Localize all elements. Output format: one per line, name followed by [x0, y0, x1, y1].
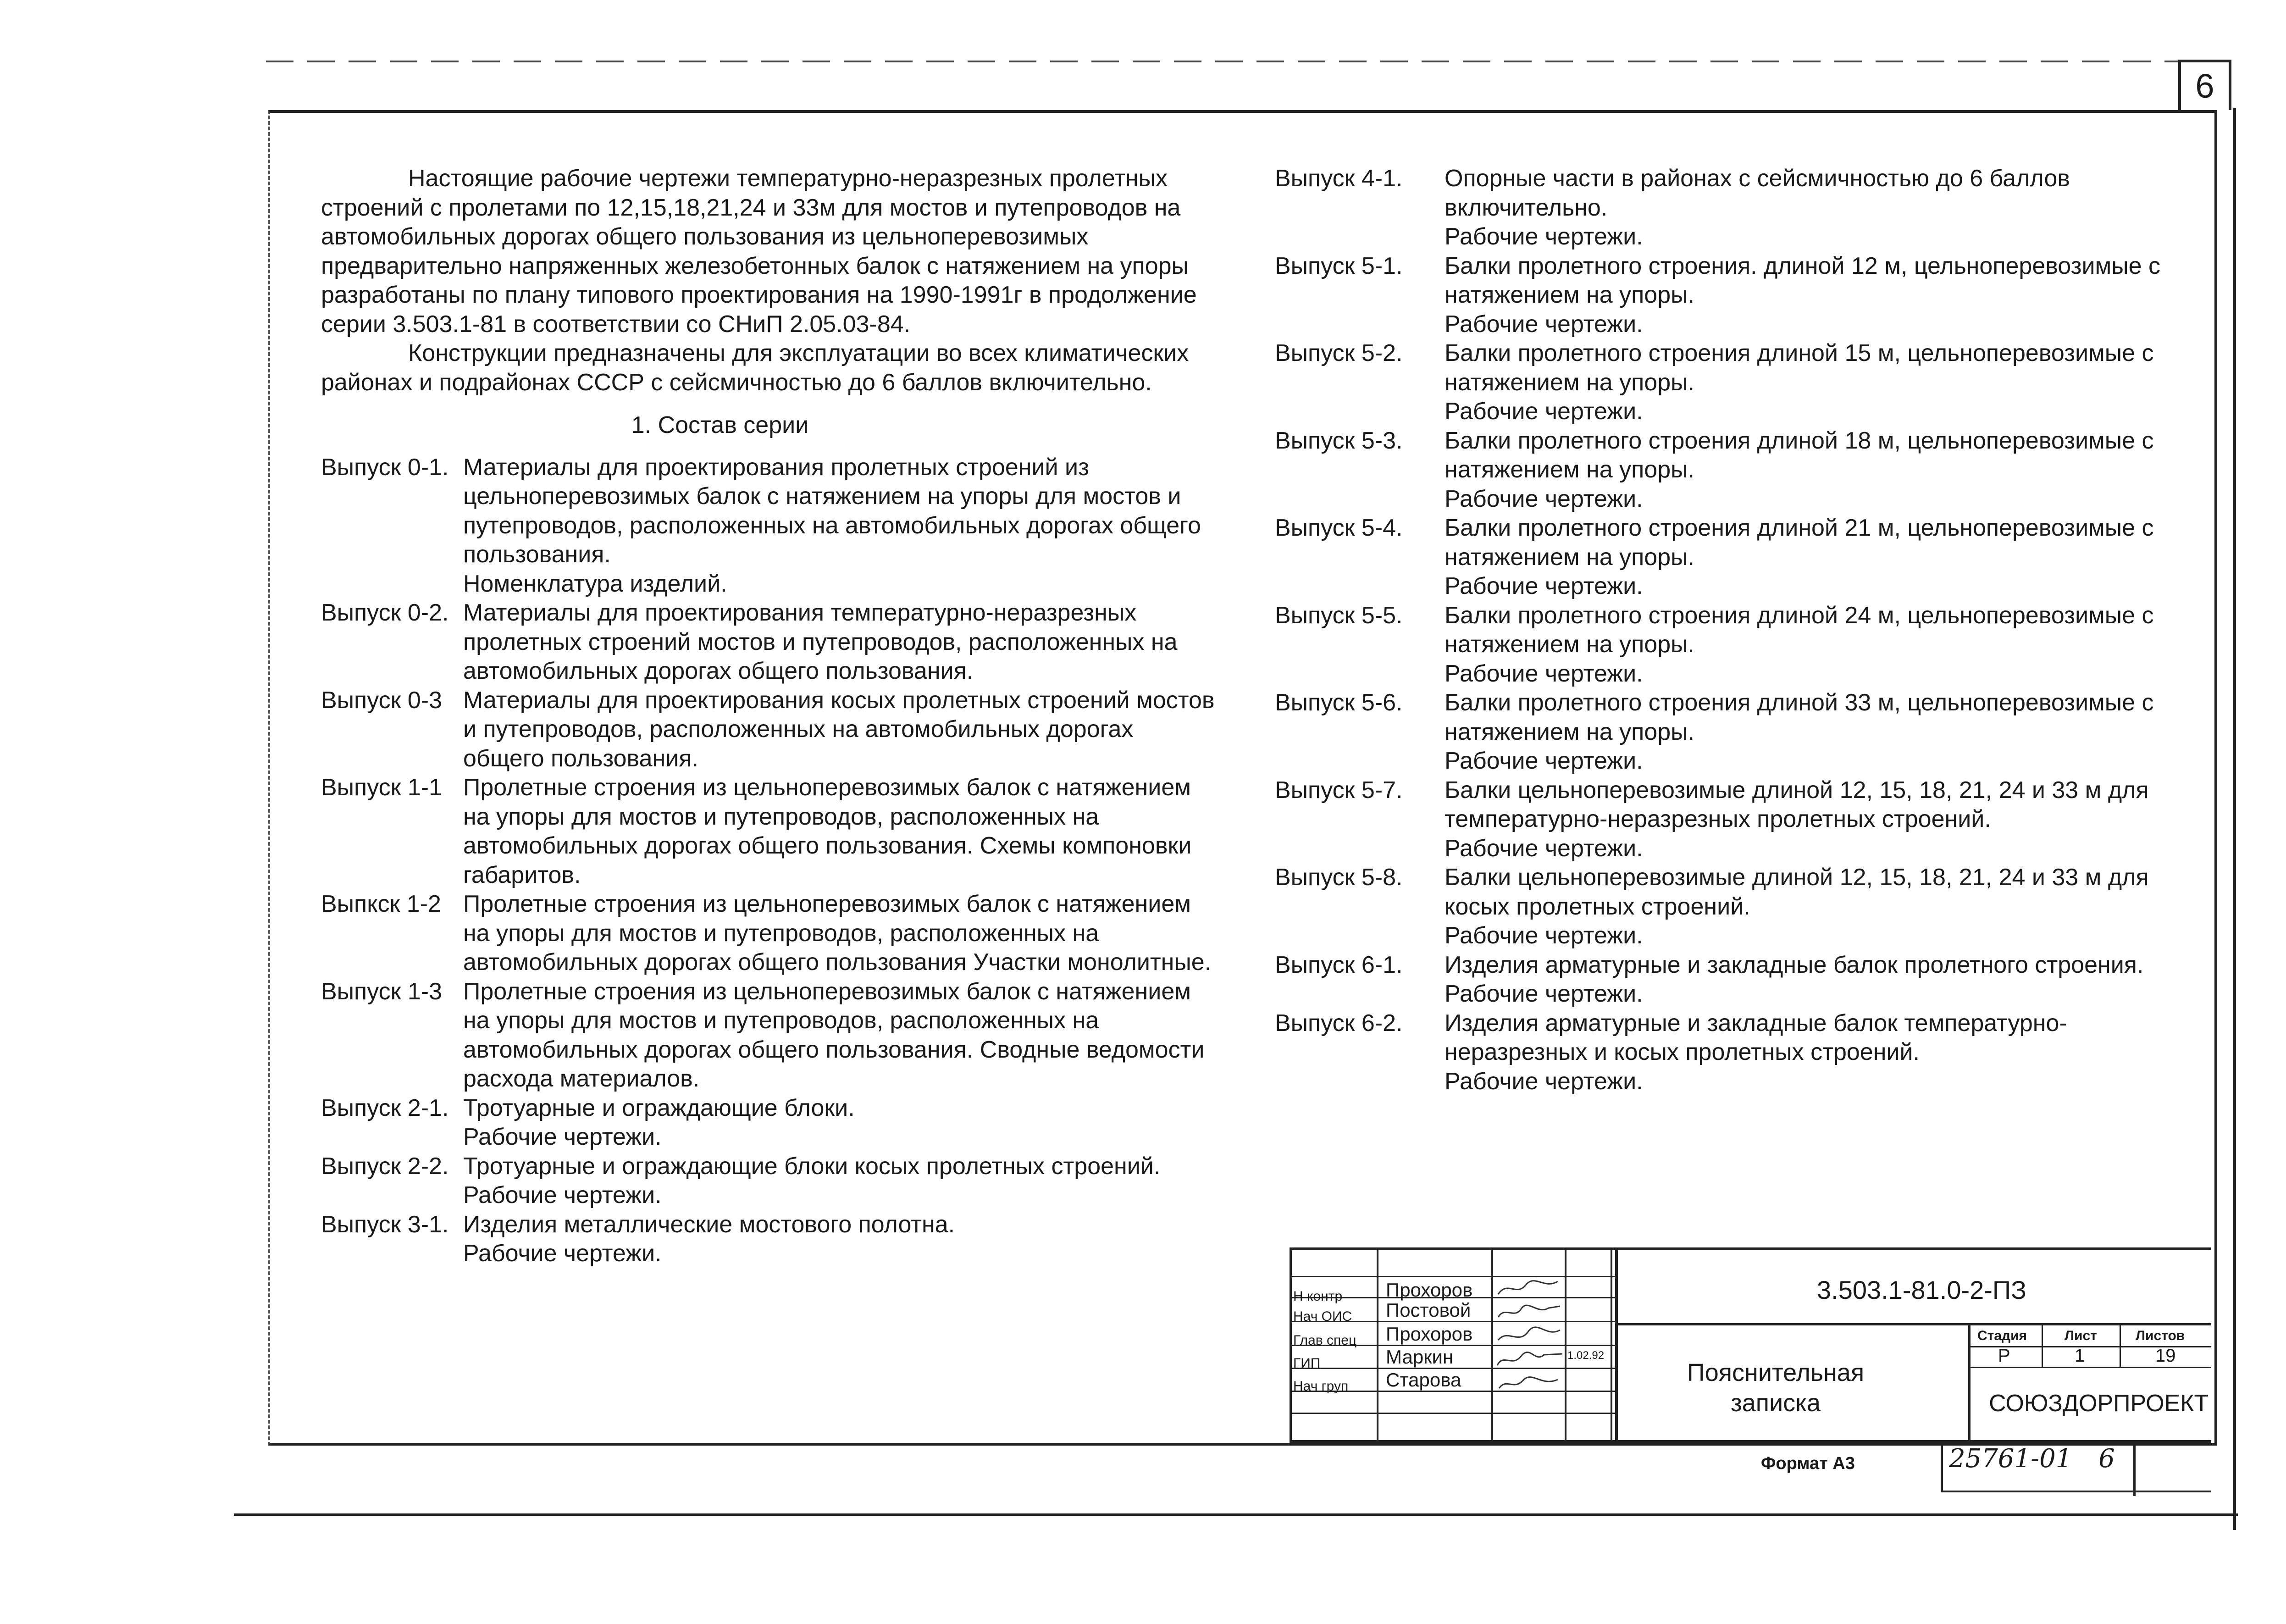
entry-body: [463, 890, 1220, 977]
entry-body: [1445, 863, 2192, 951]
entry-body: [1445, 951, 2192, 1009]
entry-body: [463, 1152, 1220, 1210]
entry-text: Балки пролетного строения длиной 24 м, цельноперевозимые с натяжением на упоры.: [1445, 602, 2154, 658]
series-entry: [321, 453, 1220, 599]
series-entry: [1275, 514, 2192, 601]
signer-name: Прохоров: [1386, 1279, 1473, 1301]
entry-body: [463, 686, 1220, 774]
series-entry: [1275, 1009, 2192, 1097]
entry-extra: Рабочие чертежи.: [1445, 485, 1643, 512]
entry-number: Выпуск 5-7.: [1275, 776, 1403, 804]
entry-number: Выпуск 1-1: [321, 774, 442, 801]
date-note: 1.02.92: [1567, 1349, 1605, 1362]
entry-text: Изделия арматурные и закладные балок температурно-неразрезных и косых пролетных строений.: [1445, 1009, 2067, 1065]
signer-role: Н контр: [1293, 1289, 1343, 1304]
tb-top-border: [1290, 1247, 2211, 1250]
organization-name: СОЮЗДОРПРОЕКТ: [1989, 1390, 2209, 1417]
entry-text: Пролетные строения из цельноперевозимых балок с натяжением на упоры для мостов и путепроводов, расположенных на автомобильных дорогах общего пользования Участки монолитные.: [463, 891, 1212, 976]
entry-extra: Рабочие чертежи.: [1445, 398, 1643, 425]
entry-body: [1445, 1009, 2192, 1097]
entry-extra: Рабочие чертежи.: [1445, 660, 1643, 687]
left-column: [321, 164, 1220, 1269]
series-entry: [321, 773, 1220, 890]
entry-text: Пролетные строения из цельноперевозимых балок с натяжением на упоры для мостов и путепроводов, расположенных на автомобильных дорогах общего пользования. Сводные ведомости расхода материалов.: [463, 978, 1205, 1092]
bottom-border-line: [234, 1513, 2238, 1516]
tb-line: [2120, 1323, 2121, 1368]
entry-number: Выпуск 5-4.: [1275, 515, 1403, 541]
tb-line: [1615, 1247, 1618, 1446]
handwritten-signatures: [1494, 1276, 1565, 1393]
signer-role: Нач груп: [1293, 1379, 1349, 1394]
signer-role: Глав спец: [1293, 1333, 1357, 1348]
signer-name: Постовой: [1386, 1299, 1471, 1321]
entry-body: [463, 453, 1220, 599]
entry-number: Выпуск 1-3: [321, 978, 442, 1005]
series-entry: [1275, 164, 2192, 252]
entry-body: [463, 977, 1220, 1094]
document-title-line: Пояснительная: [1687, 1359, 1865, 1386]
signer-role: ГИП: [1293, 1356, 1321, 1371]
right-outer-line: [2233, 108, 2236, 1530]
tb-line: [2042, 1323, 2043, 1368]
entry-extra: Рабочие чертежи.: [1445, 223, 1643, 250]
entry-number: Выпуск 5-2.: [1275, 340, 1403, 366]
tb-line: [1290, 1276, 1615, 1277]
signer-name: Прохоров: [1386, 1323, 1473, 1345]
tb-line: [1968, 1323, 1970, 1446]
entry-text: Изделия арматурные и закладные балок пролетного строения.: [1445, 951, 2144, 978]
series-entry: [1275, 339, 2192, 427]
title-block: [1290, 1247, 2211, 1446]
right-entry-list: [1275, 164, 2192, 1096]
entry-text: Изделия металлические мостового полотна.: [463, 1211, 955, 1238]
entry-number: Выпуск 0-2.: [321, 599, 449, 626]
entry-number: Выпуск 5-3.: [1275, 427, 1403, 454]
entry-text: Балки пролетного строения длиной 21 м, цельноперевозимые с натяжением на упоры.: [1445, 515, 2154, 571]
format-strip-line: [1941, 1446, 1943, 1491]
tb-line: [1615, 1323, 2211, 1325]
entry-text: Опорные части в районах с сейсмичностью до 6 баллов включительно.: [1445, 165, 2070, 221]
entry-body: [1445, 427, 2192, 514]
series-entry: [1275, 776, 2192, 864]
sheet-header: Лист: [2065, 1328, 2097, 1343]
intro-paragraph-2: Конструкции предназначены для эксплуатации во всех климатических районах и подрайонах СССР с сейсмичностью до 6 баллов включительно.: [321, 340, 1189, 396]
entry-number: Выпуск 2-2.: [321, 1153, 449, 1180]
entry-number: Выпкск 1-2: [321, 891, 441, 917]
signer-role: Нач ОИС: [1293, 1309, 1352, 1324]
signer-name: Маркин: [1386, 1346, 1454, 1368]
entry-number: Выпуск 5-1.: [1275, 252, 1403, 279]
entry-body: [463, 599, 1220, 686]
entry-text: Пролетные строения из цельноперевозимых балок с натяжением на упоры для мостов и путепроводов, расположенных на автомобильных дорогах общего пользования. Схемы компоновки габаритов.: [463, 774, 1192, 888]
tb-line: [1290, 1413, 1615, 1414]
entry-body: [1445, 688, 2192, 776]
entry-extra: Рабочие чертежи.: [1445, 310, 1643, 338]
entry-text: Материалы для проектирования температурно-неразрезных пролетных строений мостов и путепроводов, расположенных на автомобильных дорогах общего пользования.: [463, 599, 1178, 684]
entry-text: Тротуарные и ограждающие блоки косых пролетных строений. Рабочие чертежи.: [463, 1153, 1161, 1208]
section-heading: 1. Состав серии: [631, 412, 809, 438]
signer-name: Старова: [1386, 1369, 1461, 1391]
entry-body: [1445, 776, 2192, 864]
document-title-line: записка: [1730, 1389, 1821, 1417]
entry-number: Выпуск 4-1.: [1275, 165, 1403, 192]
entry-text: Балки пролетного строения длиной 33 м, цельноперевозимые с натяжением на упоры.: [1445, 689, 2154, 745]
entry-number: Выпуск 3-1.: [321, 1211, 449, 1238]
entry-extra: Рабочие чертежи.: [463, 1124, 662, 1150]
document-title: [1684, 1358, 1867, 1418]
entry-body: [1445, 339, 2192, 427]
entry-extra: Рабочие чертежи.: [1445, 922, 1643, 949]
entry-text: Балки цельноперевозимые длиной 12, 15, 18, 21, 24 и 33 м для температурно-неразрезных пролетных строений.: [1445, 776, 2149, 832]
series-entry: [321, 686, 1220, 774]
entry-number: Выпуск 5-8.: [1275, 864, 1403, 891]
entry-extra: Рабочие чертежи.: [1445, 835, 1643, 862]
entry-body: [463, 773, 1220, 890]
entry-number: Выпуск 6-1.: [1275, 951, 1403, 978]
stage-header: Стадия: [1977, 1328, 2027, 1343]
entry-number: Выпуск 5-6.: [1275, 689, 1403, 716]
entry-number: Выпуск 6-2.: [1275, 1009, 1403, 1036]
entry-text: Балки пролетного строения длиной 15 м, цельноперевозимые с натяжением на упоры.: [1445, 340, 2154, 396]
series-entry: [321, 890, 1220, 977]
entry-number: Выпуск 0-1.: [321, 454, 449, 481]
series-entry: [321, 599, 1220, 686]
entry-number: Выпуск 5-5.: [1275, 602, 1403, 629]
entry-text: Материалы для проектирования косых пролетных строений мостов и путепроводов, расположенных на автомобильных дорогах общего пользования.: [463, 687, 1215, 772]
series-entry: [321, 1094, 1220, 1152]
left-entry-list: [321, 453, 1220, 1269]
sheets-header: Листов: [2136, 1328, 2185, 1343]
entry-text: Балки цельноперевозимые длиной 12, 15, 18, 21, 24 и 33 м для косых пролетных строений.: [1445, 864, 2149, 920]
page-number: 6: [2178, 60, 2231, 110]
document-code: 3.503.1-81.0-2-ПЗ: [1817, 1275, 2026, 1304]
entry-extra: Номенклатура изделий.: [463, 570, 727, 597]
inventory-number-suffix: 6: [2098, 1444, 2115, 1474]
top-dashed-line: [266, 61, 2178, 62]
entry-body: [1445, 514, 2192, 601]
format-strip-line: [2133, 1446, 2136, 1496]
entry-body: [1445, 252, 2192, 339]
entry-body: [1445, 601, 2192, 689]
entry-text: Тротуарные и ограждающие блоки.: [463, 1094, 855, 1121]
tb-line: [1968, 1367, 2211, 1368]
entry-extra: Рабочие чертежи.: [1445, 573, 1643, 599]
intro-paragraph-1: Настоящие рабочие чертежи температурно-неразрезных пролетных строений с пролетами по 12,15,18,21,24 и 33м для мостов и путепроводов на автомобильных дорогах общего пользования из цельноперевозимых предварительно напряженных железобетонных балок с натяжением на упоры разработаны по плану типового проектирования на 1990-1991г в продолжение серии 3.503.1-81 в соответствии со СНиП 2.05.03-84.: [321, 165, 1197, 338]
entry-text: Балки пролетного строения. длиной 12 м, цельноперевозимые с натяжением на упоры.: [1445, 252, 2160, 308]
sheets-value: 19: [2155, 1346, 2176, 1366]
series-entry: [1275, 863, 2192, 951]
inventory-number: [1949, 1444, 2115, 1474]
entry-number: Выпуск 0-3: [321, 687, 442, 714]
right-column: [1275, 164, 2192, 1096]
entry-body: [1445, 164, 2192, 252]
series-entry: [321, 1210, 1220, 1269]
series-entry: [321, 1152, 1220, 1210]
entry-body: [463, 1210, 1220, 1269]
stage-value: Р: [1998, 1346, 2010, 1366]
entry-text: Балки пролетного строения длиной 18 м, цельноперевозимые с натяжением на упоры.: [1445, 427, 2154, 483]
entry-extra: Рабочие чертежи.: [463, 1240, 662, 1267]
series-entry: [1275, 601, 2192, 689]
entry-extra: Рабочие чертежи.: [1445, 1068, 1643, 1095]
series-entry: [321, 977, 1220, 1094]
entry-text: Материалы для проектирования пролетных строений из цельноперевозимых балок с натяжением на упоры для мостов и путепроводов, расположенных на автомобильных дорогах общего пользования.: [463, 454, 1201, 568]
series-entry: [1275, 252, 2192, 339]
series-entry: [1275, 688, 2192, 776]
entry-extra: Рабочие чертежи.: [1445, 748, 1643, 774]
sheet-value: 1: [2075, 1346, 2085, 1366]
format-label: Формат А3: [1761, 1454, 1855, 1473]
entry-number: Выпуск 2-1.: [321, 1094, 449, 1121]
format-strip-line: [1941, 1491, 2211, 1492]
tb-bottom-border: [1290, 1440, 2211, 1443]
entry-body: [463, 1094, 1220, 1152]
entry-extra: Рабочие чертежи.: [1445, 981, 1643, 1007]
series-entry: [1275, 427, 2192, 514]
series-entry: [1275, 951, 2192, 1009]
inventory-number-value: 25761-01: [1949, 1444, 2072, 1474]
